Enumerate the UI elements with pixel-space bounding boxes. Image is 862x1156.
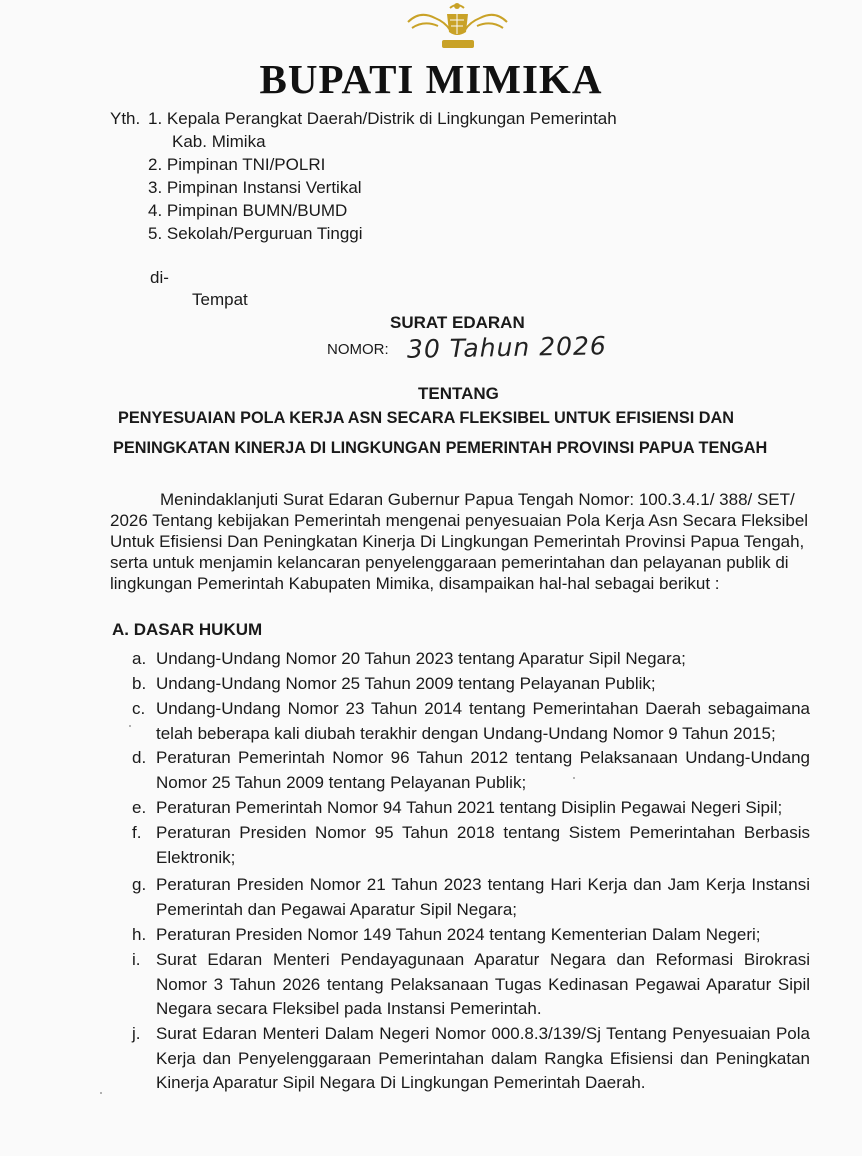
tempat-label: Tempat (192, 290, 248, 309)
garuda-emblem-icon (400, 0, 515, 55)
list-item-label: h. (132, 925, 147, 944)
list-item-label: a. (132, 649, 147, 668)
circular-label: SURAT EDARAN (390, 313, 525, 332)
subject-line-1: PENYESUAIAN POLA KERJA ASN SECARA FLEKSIBEL UNTUK EFISIENSI DAN (118, 409, 735, 427)
section-a-heading: A. DASAR HUKUM (112, 620, 263, 639)
issuer-title: BUPATI MIMIKA (259, 56, 603, 102)
list-item-label: b. (132, 674, 147, 693)
scan-speck (100, 1092, 102, 1094)
list-item-text: Undang-Undang Nomor 23 Tahun 2014 tentang Pemerintahan Daerah sebagaimana telah beberapa kali diubah terakhir dengan Undang-Undang Nomor 9 Tahun 2015; (156, 699, 810, 743)
list-item-text: Surat Edaran Menteri Pendayagunaan Aparatur Negara dan Reformasi Birokrasi Nomor 3 Tahun 2026 tentang Pelaksanaan Tugas Kedinasan Pegawai Aparatur Sipil Negara secara Fleksibel pada Instansi Pemerintah. (156, 950, 810, 1019)
intro-line-3: Untuk Efisiensi Dan Peningkatan Kinerja Di Lingkungan Pemerintah Provinsi Papua Tengah, (110, 532, 805, 551)
list-item-text: Peraturan Presiden Nomor 21 Tahun 2023 tentang Hari Kerja dan Jam Kerja Instansi Pemerintah dan Pegawai Aparatur Sipil Negara; (156, 875, 810, 919)
addressee-line-2: 2. Pimpinan TNI/POLRI (148, 155, 326, 174)
intro-line-2: 2026 Tentang kebijakan Pemerintah mengenai penyesuaian Pola Kerja Asn Secara Fleksibel (110, 511, 809, 530)
list-item-text: Undang-Undang Nomor 20 Tahun 2023 tentang Aparatur Sipil Negara; (156, 649, 686, 668)
di-label: di- (150, 268, 169, 287)
list-item-text: Peraturan Presiden Nomor 95 Tahun 2018 tentang Sistem Pemerintahan Berbasis Elektronik; (156, 823, 810, 867)
list-item-text: Peraturan Presiden Nomor 149 Tahun 2024 tentang Kementerian Dalam Negeri; (156, 925, 761, 944)
yth-label: Yth. (110, 109, 141, 128)
list-item-label: d. (132, 748, 147, 767)
list-item-text: Peraturan Pemerintah Nomor 96 Tahun 2012 tentang Pelaksanaan Undang-Undang Nomor 25 Tahun 2009 tentang Pelayanan Publik; (156, 748, 810, 792)
intro-line-5: lingkungan Pemerintah Kabupaten Mimika, disampaikan hal-hal sebagai berikut : (110, 574, 720, 593)
list-item-text: Undang-Undang Nomor 25 Tahun 2009 tentang Pelayanan Publik; (156, 674, 656, 693)
list-item-label: c. (132, 699, 146, 718)
addressee-line-4: 4. Pimpinan BUMN/BUMD (148, 201, 348, 220)
addressee-line-1-cont: Kab. Mimika (172, 132, 266, 151)
addressee-line-1: 1. Kepala Perangkat Daerah/Distrik di Lingkungan Pemerintah (148, 109, 617, 128)
list-item-label: e. (132, 798, 147, 817)
list-item-text: Peraturan Pemerintah Nomor 94 Tahun 2021 tentang Disiplin Pegawai Negeri Sipil; (156, 798, 783, 817)
intro-line-1: Menindaklanjuti Surat Edaran Gubernur Papua Tengah Nomor: 100.3.4.1/ 388/ SET/ (160, 490, 795, 509)
scan-speck (573, 777, 575, 779)
scan-speck (129, 725, 131, 727)
addressee-line-3: 3. Pimpinan Instansi Vertikal (148, 178, 362, 197)
list-item-label: f. (132, 823, 142, 842)
list-item-label: i. (132, 950, 141, 969)
subject-line-2: PENINGKATAN KINERJA DI LINGKUNGAN PEMERINTAH PROVINSI PAPUA TENGAH (113, 439, 768, 457)
list-item-text: Surat Edaran Menteri Dalam Negeri Nomor 000.8.3/139/Sj Tentang Penyesuaian Pola Kerja dan Penyelenggaraan Pemerintahan dalam Rangka Efisiensi dan Peningkatan Kinerja Aparatur Sipil Negara Di Lingkungan Pemerintah Daerah. (156, 1024, 810, 1093)
nomor-label: NOMOR: (327, 341, 389, 358)
addressee-line-5: 5. Sekolah/Perguruan Tinggi (148, 224, 363, 243)
tentang-heading: TENTANG (418, 384, 499, 403)
list-item-label: j. (132, 1024, 141, 1043)
list-item-label: g. (132, 875, 147, 894)
intro-line-4: serta untuk menjamin kelancaran penyelenggaraan pemerintahan dan pelayanan publik di (110, 553, 789, 572)
handwritten-nomor: 30 Tahun 2026 (406, 331, 608, 364)
